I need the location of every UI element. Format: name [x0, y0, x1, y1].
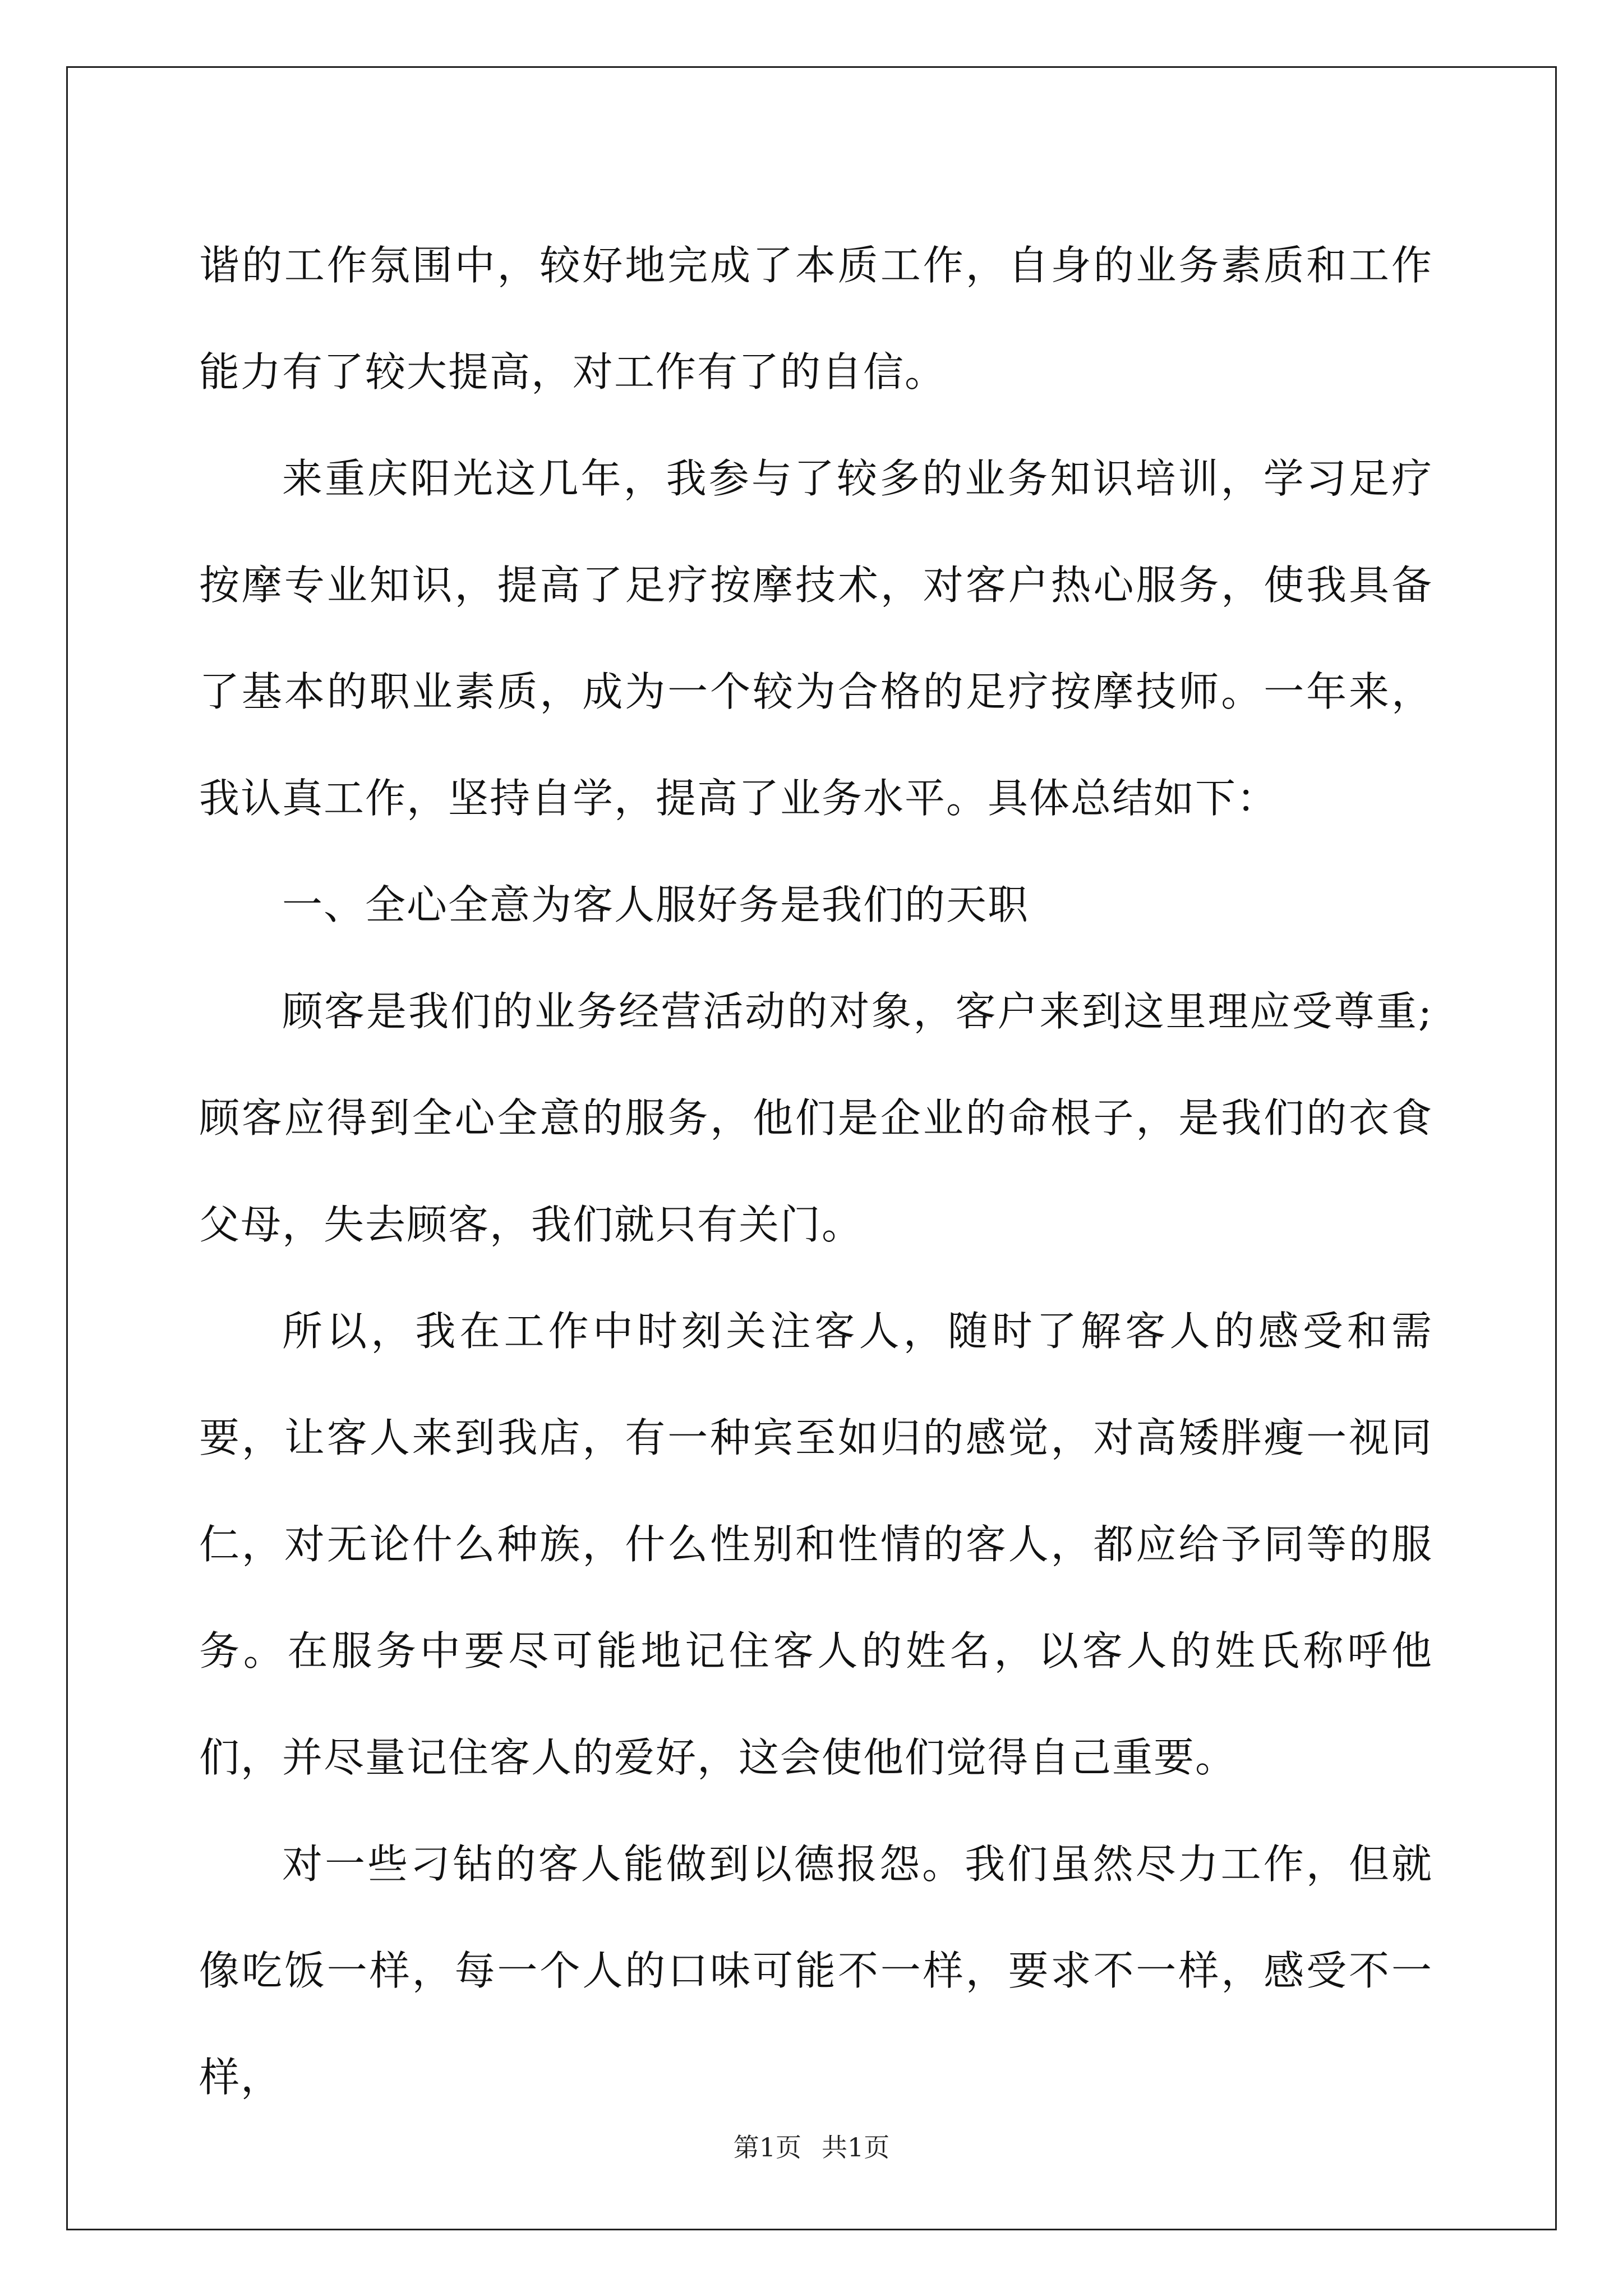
paragraph: 来重庆阳光这几年，我参与了较多的业务知识培训，学习足疗按摩专业知识，提高了足疗按摩技术，对客户热心服务，使我具备了基本的职业素质，成为一个较为合格的足疗按摩技师。一年来，我认真工作，坚持自学，提高了业务水平。具体总结如下：	[199, 455, 1433, 822]
section-heading: 一、全心全意为客人服好务是我们的天职	[282, 881, 1030, 928]
paragraph: 所以，我在工作中时刻关注客人，随时了解客人的感受和需要，让客人来到我店，有一种宾至如归的感觉，对高矮胖瘦一视同仁，对无论什么种族，什么性别和性情的客人，都应给予同等的服务。在服务中要尽可能地记住客人的姓名，以客人的姓氏称呼他们，并尽量记住客人的爱好，这会使他们觉得自己重要。	[199, 1308, 1433, 1781]
document-body	[199, 212, 1433, 2131]
page-number: 第1页	[733, 2132, 801, 2162]
page-footer	[0, 2131, 1623, 2164]
paragraph-continued: 谐的工作氛围中，较好地完成了本质工作，自身的业务素质和工作能力有了较大提高，对工作有了的自信。	[199, 242, 1433, 395]
page-total: 共1页	[822, 2132, 890, 2162]
paragraph: 对一些刁钻的客人能做到以德报怨。我们虽然尽力工作，但就像吃饭一样，每一个人的口味可能不一样，要求不一样，感受不一样，	[199, 1841, 1433, 2101]
paragraph: 顾客是我们的业务经营活动的对象，客户来到这里理应受尊重;顾客应得到全心全意的服务，他们是企业的命根子，是我们的衣食父母，失去顾客，我们就只有关门。	[199, 988, 1433, 1248]
